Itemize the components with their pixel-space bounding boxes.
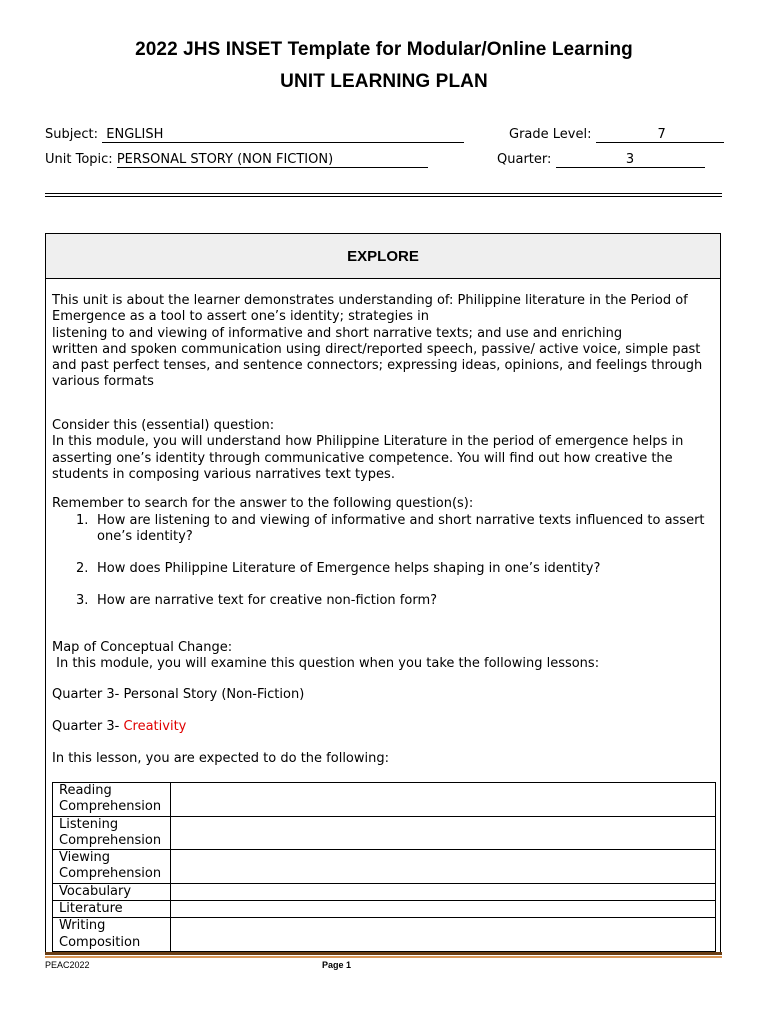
table-row (53, 783, 716, 817)
skill-cell: Listening Comprehension (53, 816, 171, 850)
skill-cell: Viewing Comprehension (53, 850, 171, 884)
lesson-item: Quarter 3- Personal Story (Non-Fiction) (52, 687, 305, 702)
subject-field (45, 127, 464, 143)
subject-label: Subject: (45, 127, 103, 142)
quarter-label: Quarter: (497, 152, 556, 167)
skill-cell: Vocabulary (53, 883, 171, 900)
document-subtitle: UNIT LEARNING PLAN (280, 71, 488, 92)
lesson-highlight: Creativity (123, 719, 187, 734)
table-row (53, 918, 716, 952)
skill-cell: Reading Comprehension (53, 783, 171, 817)
unit-topic-label: Unit Topic: (45, 152, 117, 167)
header-divider (45, 193, 722, 197)
lesson-item: Quarter 3- Creativity (52, 719, 187, 734)
skill-entry-cell (171, 850, 716, 884)
quarter-field (497, 152, 705, 168)
skills-table (52, 782, 716, 952)
expected-instruction: In this lesson, you are expected to do the following: (52, 751, 389, 766)
skill-entry-cell (171, 901, 716, 918)
quarter-value: 3 (556, 153, 705, 168)
skill-cell: Literature (53, 901, 171, 918)
footer-divider (45, 952, 722, 958)
grade-level-value: 7 (596, 128, 724, 143)
essential-question-paragraph: Consider this (essential) question: In this module, you will understand how Philippine Literature in the period of emergence helps in asserting one’s identity through communicative competence. You will find out how creative the students in composing various narratives text types. (52, 418, 684, 482)
grade-level-field (509, 127, 724, 143)
skill-entry-cell (171, 816, 716, 850)
document-title: 2022 JHS INSET Template for Modular/Online Learning (135, 39, 633, 60)
skill-entry-cell (171, 918, 716, 952)
skill-cell: Writing Composition (53, 918, 171, 952)
conceptual-change-paragraph: Map of Conceptual Change: In this module, you will examine this question when you take the following lessons: (52, 640, 600, 672)
question-item: 3. How are narrative text for creative non-fiction form? (76, 593, 438, 608)
question-item: 1. How are listening to and viewing of informative and short narrative texts influenced to assert one’s identity? (76, 513, 705, 545)
footer-organization: PEAC2022 (45, 960, 90, 970)
table-row (53, 901, 716, 918)
question-item: 2. How does Philippine Literature of Emergence helps shaping in one’s identity? (76, 561, 601, 576)
grade-level-label: Grade Level: (509, 127, 596, 142)
remember-instruction: Remember to search for the answer to the following question(s): (52, 496, 474, 511)
table-row (53, 850, 716, 884)
table-row (53, 816, 716, 850)
table-row (53, 883, 716, 900)
explore-heading: EXPLORE (46, 234, 720, 279)
subject-value: ENGLISH (102, 128, 464, 143)
unit-topic-field (45, 152, 428, 168)
skill-entry-cell (171, 783, 716, 817)
intro-paragraph: This unit is about the learner demonstrates understanding of: Philippine literature in the Period of Emergence as a tool to assert one’s identity; strategies in listening to and viewing of informative and short narrative texts; and use and enriching written and spoken communication using direct/reported speech, passive/ active voice, simple past and past perfect tenses, and sentence connectors; expressing ideas, opinions, and feelings through various formats (52, 293, 703, 390)
page-number: Page 1 (322, 960, 352, 970)
unit-topic-value: PERSONAL STORY (NON FICTION) (117, 153, 428, 168)
skill-entry-cell (171, 883, 716, 900)
